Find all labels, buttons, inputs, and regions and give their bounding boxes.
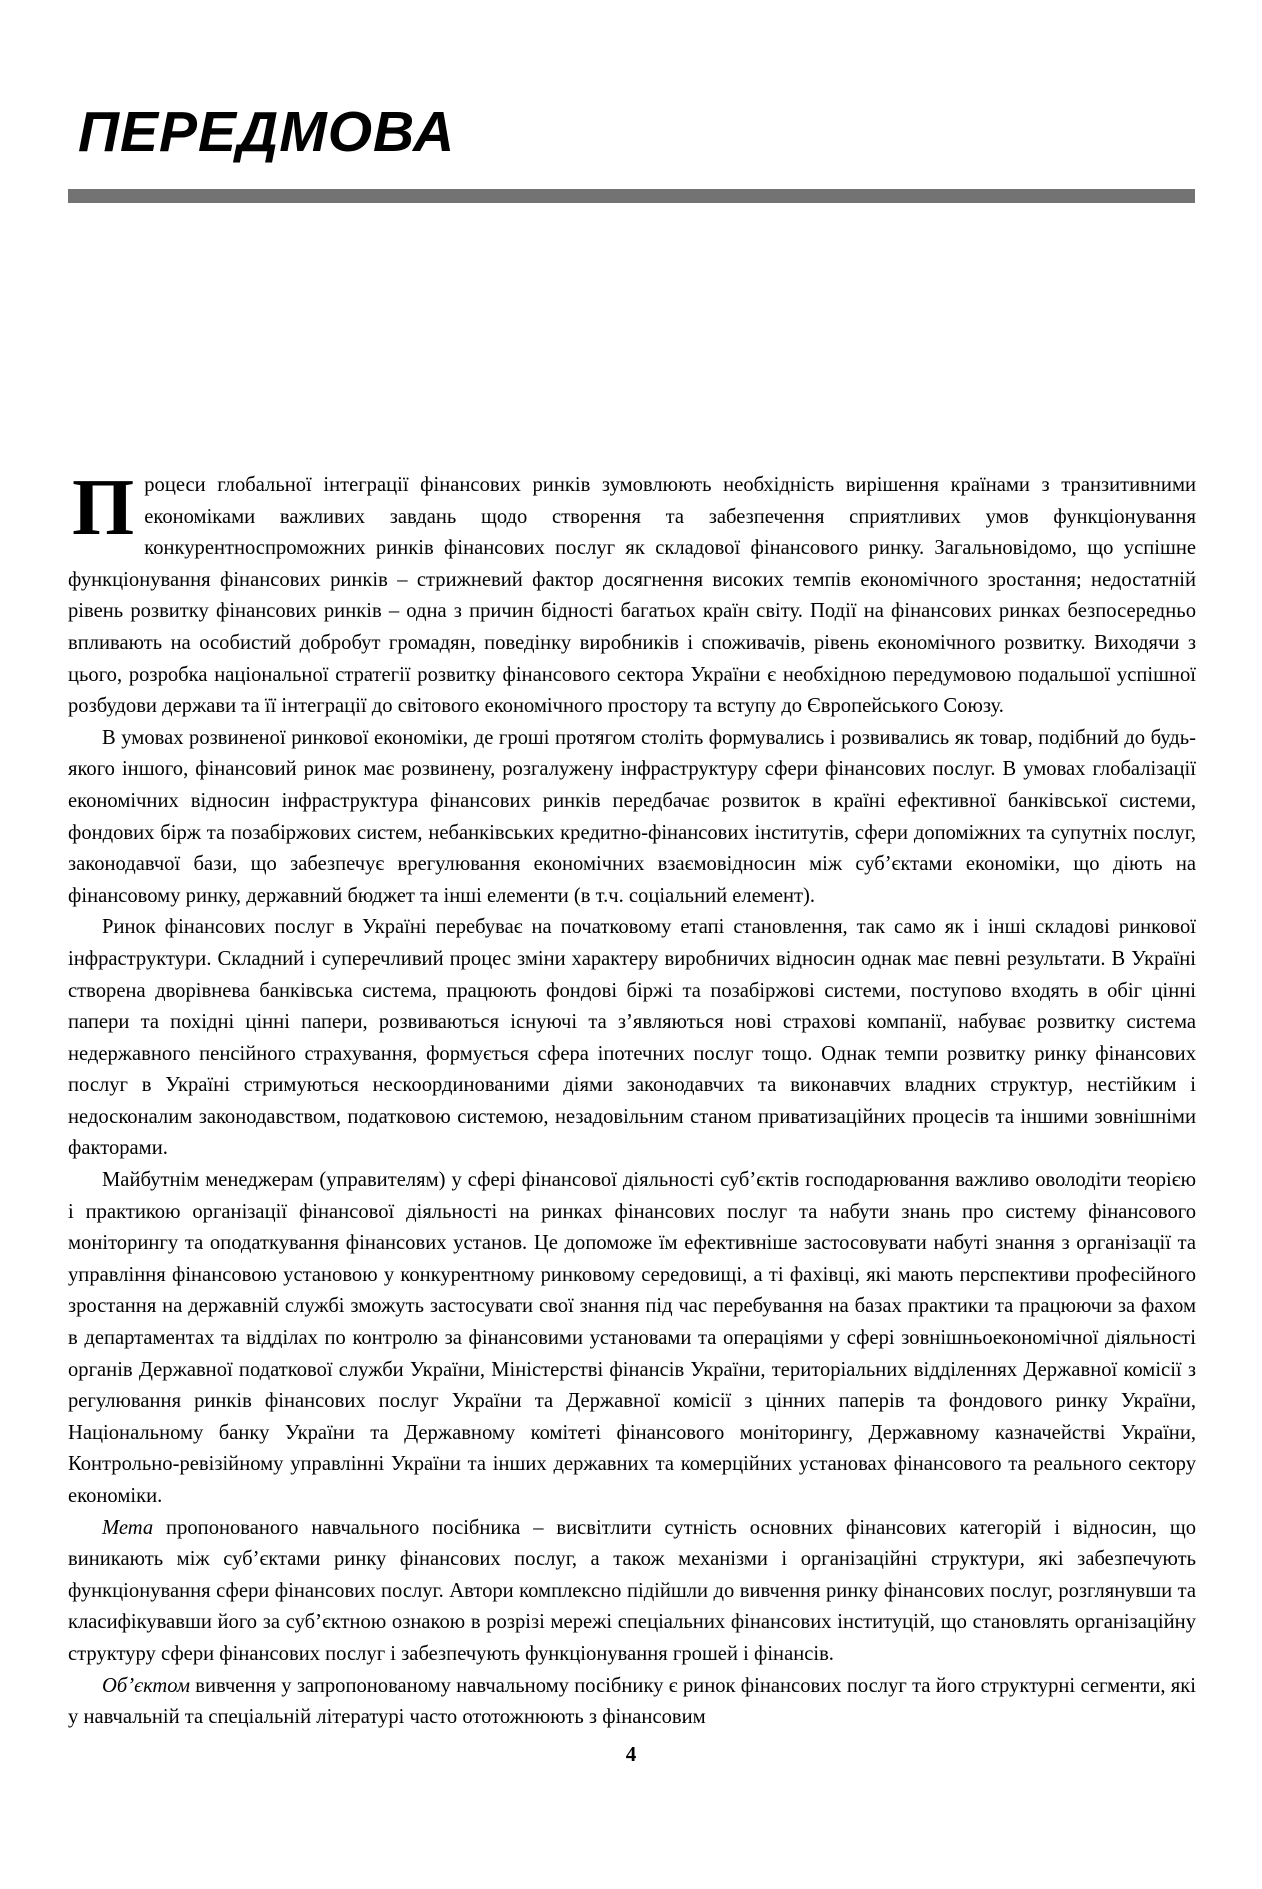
paragraph	[68, 464, 1196, 723]
paragraph-lead-term: Об’єктом	[102, 1674, 190, 1697]
paragraph-text: Ринок фінансових послуг в Україні перебуває на початковому етапі становлення, так само як і інші складові ринкової інфраструктури. Складний і суперечливий процес зміни характеру виробничих відносин однак має певні результати. В Україні створена дворівнева банківська система, працюють фондові біржі та позабіржові системи, поступово входять в обіг цінні папери та похідні цінні папери, розвиваються існуючі та з’являються нові страхові компанії, набуває розвитку система недержавного пенсійного страхування, формується сфера іпотечних послуг тощо. Однак темпи розвитку ринку фінансових послуг в Україні стримуються нескоординованими діями законодавчих та виконавчих владних структур, нестійким і недосконалим законодавством, податковою системою, незадовільним станом приватизаційних процесів та іншими зовнішніми факторами.	[68, 916, 1196, 1160]
body-text-container	[68, 464, 1196, 1734]
paragraph-text: пропонованого навчального посібника – висвітлити сутність основних фінансових категорій і відносин, що виникають між суб’єктами ринку фінансових послуг, а також механізми і організаційні структури, які забезпечують функціонування сфери фінансових послуг. Автори комплексно підійшли до вивчення ринку фінансових послуг, розглянувши та класифікувавши його за суб’єктною ознакою в розрізі мережі спеціальних фінансових інституцій, що становлять організаційну структуру сфери фінансових послуг і забезпечують функціонування грошей і фінансів.	[68, 1516, 1196, 1665]
paragraph-text: Процеси глобальної інтеграції фінансових ринків зумовлюють необхідність вирішення країнами з транзитивними економіками важливих завдань щодо створення та забезпечення сприятливих умов функціонування конкурентноспроможних ринків фінансових послуг як складової фінансового ринку. Загальновідомо, що успішне функціонування фінансових ринків – стрижневий фактор досягнення високих темпів економічного зростання; недостатній рівень розвитку фінансових ринків – одна з причин бідності багатьох країн світу. Події на фінансових ринках безпосередньо впливають на особистий добробут громадян, поведінку виробників і споживачів, рівень економічного розвитку. Виходячи з цього, розробка національної стратегії розвитку фінансового сектора України є необхідною передумовою подальшої успішної розбудови держави та її інтеграції до світового економічного простору та вступу до Європейського Союзу.	[68, 464, 1196, 718]
title-divider-rule	[68, 189, 1195, 203]
paragraph	[68, 723, 1196, 913]
page-title: ПЕРЕДМОВА	[78, 100, 456, 165]
paragraph-text: Майбутнім менеджерам (управителям) у сфері фінансової діяльності суб’єктів господарювання важливо оволодіти теорією і практикою організації фінансової діяльності на ринках фінансових послуг та набути знань про систему фінансового моніторингу та оподаткування фінансових установ. Це допоможе їм ефективніше застосовувати набуті знання з організації та управління фінансовою установою у конкурентному ринковому середовищі, а ті фахівці, які мають перспективи професійного зростання на державній службі зможуть застосувати свої знання під час перебування на базах практики та працюючи за фахом в департаментах та відділах по контролю за фінансовими установами та операціями у сфері зовнішньоекономічної діяльності органів Державної податкової служби України, Міністерстві фінансів України, територіальних відділеннях Державної комісії з регулювання ринків фінансових послуг України та Державної комісії з цінних паперів та фондового ринку України, Національному банку України та Державному комітеті фінансового моніторингу, Державному казначействі України, Контрольно-ревізійному управлінні України та інших державних та комерційних установах фінансового та реального сектору економіки.	[68, 1169, 1196, 1507]
paragraph-text: В умовах розвиненої ринкової економіки, де гроші протягом століть формувались і розвивались як товар, подібний до будь-якого іншого, фінансовий ринок має розвинену, розгалужену інфраструктуру сфери фінансових послуг. В умовах глобалізації економічних відносин інфраструктура фінансових ринків передбачає розвиток в країні ефективної банківської системи, фондових бірж та позабіржових систем, небанківських кредитно-фінансових інститутів, сфери допоміжних та супутніх послуг, законодавчої бази, що забезпечує врегулювання економічних взаємовідносин між суб’єктами економіки, що діють на фінансовому ринку, державний бюджет та інші елементи (в т.ч. соціальний елемент).	[68, 726, 1196, 907]
page-number: 4	[625, 1742, 637, 1766]
paragraph	[68, 912, 1196, 1165]
paragraph-text: вивчення у запропонованому навчальному посібнику є ринок фінансових послуг та його структурні сегменти, які у навчальній та спеціальній літературі часто ототожнюють з фінансовим	[68, 1674, 1196, 1729]
paragraph	[68, 1165, 1196, 1513]
paragraph	[68, 1671, 1196, 1734]
paragraph-lead-term: Мета	[102, 1516, 154, 1539]
paragraph	[68, 1513, 1196, 1671]
